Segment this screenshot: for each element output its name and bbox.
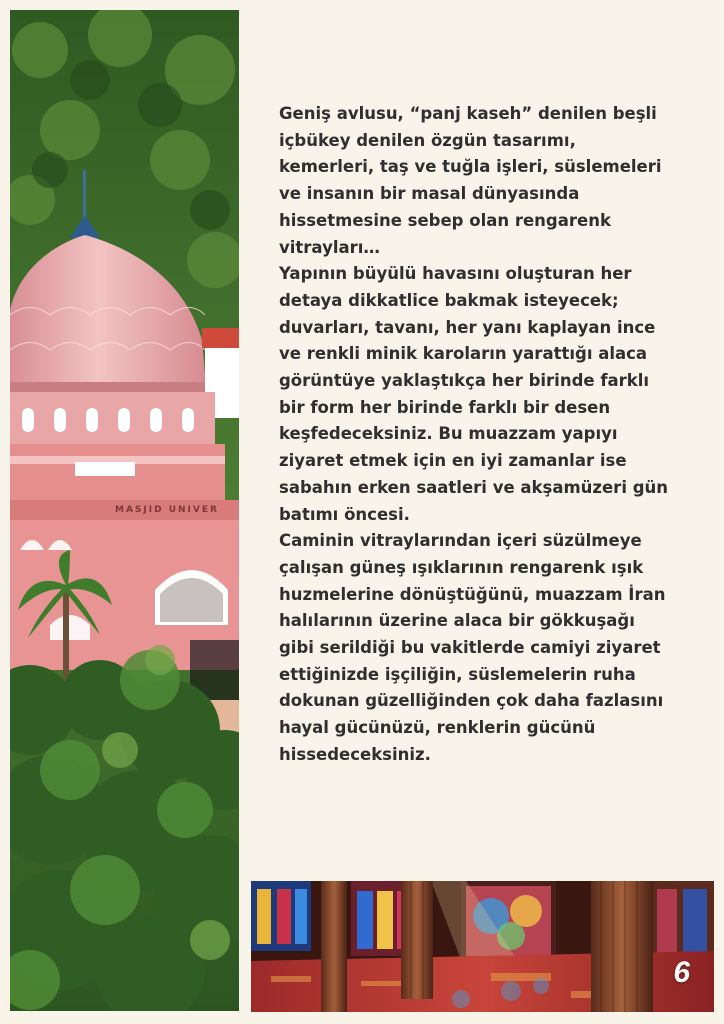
body-text bbox=[279, 101, 669, 769]
mosque-interior-photo bbox=[251, 881, 714, 1012]
mosque-sign: MASJID UNIVER bbox=[115, 505, 219, 515]
paragraph-details: Yapının büyülü havasını oluşturan her detaya dikkatlice bakmak isteyecek; duvarları, tavanı, her yanı kaplayan ince ve renkli minik karoların yarattığı alaca görüntüye yaklaştıkça her birinde farklı bir form her birinde farklı bir desen keşfedeceksiniz. Bu muazzam yapıyı ziyaret etmek için en iyi zamanlar ise sabahın erken saatleri ve akşamüzeri gün batımı öncesi. bbox=[279, 264, 669, 524]
page-number: 6 bbox=[673, 956, 690, 989]
paragraph-courtyard: Geniş avlusu, “panj kaseh” denilen beşli içbükey denilen özgün tasarımı, kemerleri, taş ve tuğla işleri, süslemeleri ve insanın bir masal dünyasında hissetmesine sebep olan rengarenk vitrayları… bbox=[279, 104, 662, 257]
mosque-exterior-photo bbox=[10, 10, 239, 1011]
paragraph-light: Caminin vitraylarından içeri süzülmeye çalışan güneş ışıklarının rengarenk ışık huzmelerine dönüştüğünü, muazzam İran halılarının üzerine alaca bir gökkuşağı gibi serildiği bu vakitlerde camiyi ziyaret ettiğinizde işçiliğin, süslemelerin ruha dokunan güzelliğinden çok daha fazlasını hayal gücünüzü, renklerin gücünü hissedeceksiniz. bbox=[279, 531, 666, 764]
